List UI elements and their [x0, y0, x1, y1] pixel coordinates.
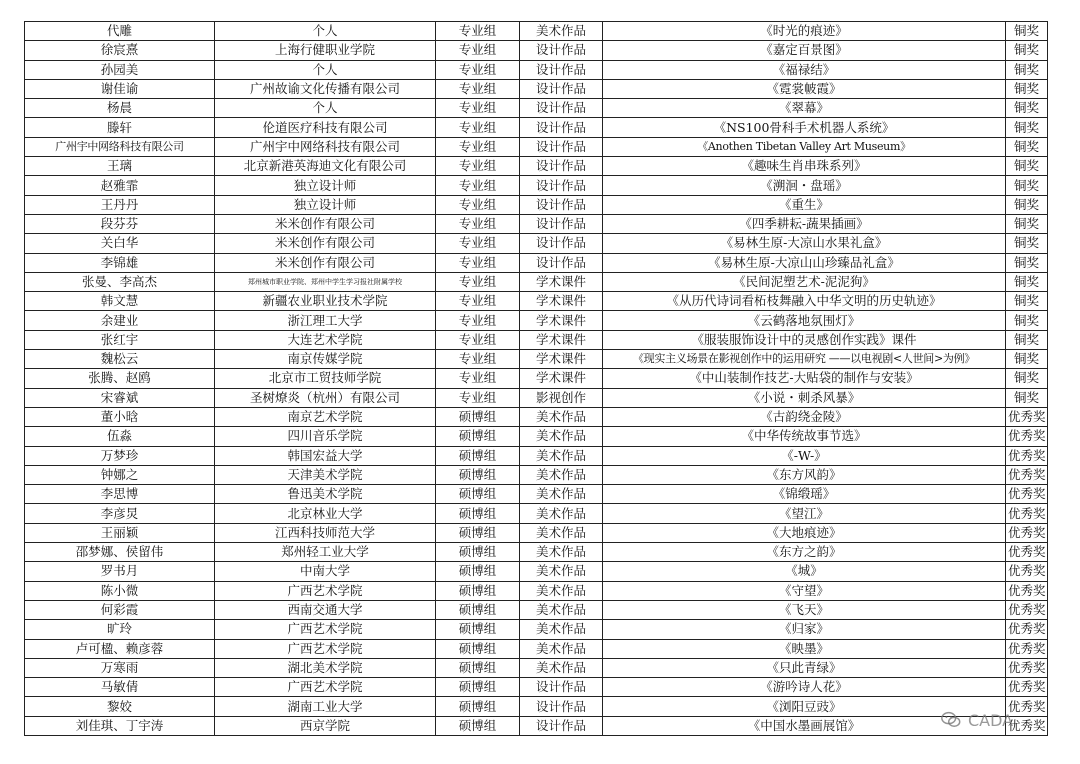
cell-category: 学术课件: [520, 330, 603, 349]
cell-organization: 鲁迅美术学院: [215, 485, 436, 504]
cell-award: 铜奖: [1006, 79, 1048, 98]
cell-organization: 米米创作有限公司: [215, 214, 436, 233]
cell-group: 专业组: [436, 176, 520, 195]
cell-category: 设计作品: [520, 195, 603, 214]
cell-award: 优秀奖: [1006, 427, 1048, 446]
cell-award: 优秀奖: [1006, 485, 1048, 504]
cell-category: 美术作品: [520, 658, 603, 677]
cell-name: 孙园美: [25, 60, 215, 79]
cell-work-title: 《只此青绿》: [603, 658, 1006, 677]
cell-category: 美术作品: [520, 543, 603, 562]
cell-organization: 圣树燎炎（杭州）有限公司: [215, 388, 436, 407]
cell-name: 钟娜之: [25, 465, 215, 484]
cell-organization: 独立设计师: [215, 195, 436, 214]
cell-name: 万寒雨: [25, 658, 215, 677]
cell-group: 硕博组: [436, 600, 520, 619]
table-row: [25, 581, 1048, 600]
cell-work-title: 《游吟诗人花》: [603, 678, 1006, 697]
cell-work-title: 《小说・刺杀风暴》: [603, 388, 1006, 407]
cell-work-title: 《现实主义场景在影视创作中的运用研究 ——以电视剧<人世间>为例》: [603, 350, 1006, 369]
cell-work-title: 《望江》: [603, 504, 1006, 523]
cell-work-title: 《四季耕耘-蔬果插画》: [603, 214, 1006, 233]
award-table: [24, 21, 1048, 736]
cell-name: 代雕: [25, 22, 215, 41]
cell-category: 学术课件: [520, 369, 603, 388]
table-row: [25, 504, 1048, 523]
cell-group: 硕博组: [436, 543, 520, 562]
cell-work-title: 《霓裳帔霞》: [603, 79, 1006, 98]
cell-work-title: 《溯洄・盘瑶》: [603, 176, 1006, 195]
cell-group: 硕博组: [436, 504, 520, 523]
cell-organization: 北京市工贸技师学院: [215, 369, 436, 388]
cell-organization: 南京传媒学院: [215, 350, 436, 369]
cell-name: 魏松云: [25, 350, 215, 369]
cell-name: 旷玲: [25, 620, 215, 639]
cell-award: 铜奖: [1006, 330, 1048, 349]
table-row: [25, 311, 1048, 330]
cell-group: 专业组: [436, 79, 520, 98]
cell-category: 美术作品: [520, 485, 603, 504]
cell-work-title: 《中华传统故事节选》: [603, 427, 1006, 446]
cell-group: 专业组: [436, 369, 520, 388]
cell-name: 谢佳谕: [25, 79, 215, 98]
cell-name: 张腾、赵鸥: [25, 369, 215, 388]
table-row: [25, 272, 1048, 291]
table-row: [25, 562, 1048, 581]
cell-category: 设计作品: [520, 678, 603, 697]
cell-group: 硕博组: [436, 485, 520, 504]
cell-work-title: 《浏阳豆豉》: [603, 697, 1006, 716]
cell-award: 优秀奖: [1006, 658, 1048, 677]
cell-group: 硕博组: [436, 697, 520, 716]
table-row: [25, 600, 1048, 619]
cell-group: 专业组: [436, 118, 520, 137]
cell-group: 专业组: [436, 292, 520, 311]
cell-work-title: 《NS100骨科手术机器人系统》: [603, 118, 1006, 137]
cell-category: 设计作品: [520, 157, 603, 176]
cell-work-title: 《翠幕》: [603, 99, 1006, 118]
cell-category: 美术作品: [520, 639, 603, 658]
cell-work-title: 《从历代诗词看柘枝舞融入中华文明的历史轨迹》: [603, 292, 1006, 311]
cell-group: 专业组: [436, 330, 520, 349]
cell-organization: 独立设计师: [215, 176, 436, 195]
cell-organization: 天津美术学院: [215, 465, 436, 484]
cell-award: 优秀奖: [1006, 678, 1048, 697]
cell-organization: 广州宇中网络科技有限公司: [215, 137, 436, 156]
cell-category: 美术作品: [520, 465, 603, 484]
table-row: [25, 195, 1048, 214]
cell-award: 铜奖: [1006, 118, 1048, 137]
table-row: [25, 99, 1048, 118]
cell-work-title: 《东方风韵》: [603, 465, 1006, 484]
table-row: [25, 369, 1048, 388]
cell-category: 美术作品: [520, 523, 603, 542]
table-row: [25, 60, 1048, 79]
cell-group: 专业组: [436, 41, 520, 60]
cell-work-title: 《-W-》: [603, 446, 1006, 465]
cell-organization: 新疆农业职业技术学院: [215, 292, 436, 311]
cell-award: 铜奖: [1006, 60, 1048, 79]
cell-category: 美术作品: [520, 581, 603, 600]
cell-work-title: 《嘉定百景图》: [603, 41, 1006, 60]
cell-category: 学术课件: [520, 292, 603, 311]
cell-name: 马敏倩: [25, 678, 215, 697]
cell-category: 美术作品: [520, 600, 603, 619]
cell-work-title: 《易林生原-大凉山山珍臻品礼盒》: [603, 253, 1006, 272]
cell-work-title: 《中山装制作技艺-大贴袋的制作与安装》: [603, 369, 1006, 388]
cell-name: 余建业: [25, 311, 215, 330]
cell-work-title: 《服装服饰设计中的灵感创作实践》课件: [603, 330, 1006, 349]
wechat-icon: [940, 709, 962, 731]
cell-group: 硕博组: [436, 678, 520, 697]
cell-organization: 伦道医疗科技有限公司: [215, 118, 436, 137]
table-row: [25, 465, 1048, 484]
cell-organization: 中南大学: [215, 562, 436, 581]
table-row: [25, 523, 1048, 542]
cell-organization: 北京林业大学: [215, 504, 436, 523]
cell-award: 铜奖: [1006, 157, 1048, 176]
cell-award: 铜奖: [1006, 350, 1048, 369]
cell-work-title: 《易林生原-大凉山水果礼盒》: [603, 234, 1006, 253]
cell-category: 设计作品: [520, 253, 603, 272]
cell-name: 李锦雄: [25, 253, 215, 272]
cell-organization: 浙江理工大学: [215, 311, 436, 330]
cell-group: 专业组: [436, 234, 520, 253]
cell-organization: 米米创作有限公司: [215, 234, 436, 253]
table-row: [25, 253, 1048, 272]
cell-work-title: 《民间泥塑艺术-泥泥狗》: [603, 272, 1006, 291]
table-row: [25, 658, 1048, 677]
cell-award: 铜奖: [1006, 234, 1048, 253]
cell-work-title: 《东方之韵》: [603, 543, 1006, 562]
cell-category: 设计作品: [520, 697, 603, 716]
cell-category: 设计作品: [520, 234, 603, 253]
cell-organization: 西京学院: [215, 716, 436, 735]
cell-award: 铜奖: [1006, 388, 1048, 407]
table-row: [25, 41, 1048, 60]
cell-name: 段芬芬: [25, 214, 215, 233]
cell-group: 专业组: [436, 195, 520, 214]
cell-name: 陈小微: [25, 581, 215, 600]
cell-organization: 个人: [215, 60, 436, 79]
cell-name: 广州宇中网络科技有限公司: [25, 137, 215, 156]
cell-category: 设计作品: [520, 214, 603, 233]
cell-category: 美术作品: [520, 427, 603, 446]
watermark: [940, 700, 1050, 740]
cell-group: 硕博组: [436, 446, 520, 465]
cell-award: 优秀奖: [1006, 562, 1048, 581]
cell-name: 董小晗: [25, 407, 215, 426]
cell-award: 铜奖: [1006, 137, 1048, 156]
cell-group: 专业组: [436, 272, 520, 291]
table-row: [25, 485, 1048, 504]
cell-organization: 大连艺术学院: [215, 330, 436, 349]
cell-work-title: 《守望》: [603, 581, 1006, 600]
cell-award: 铜奖: [1006, 214, 1048, 233]
cell-group: 硕博组: [436, 562, 520, 581]
cell-group: 硕博组: [436, 639, 520, 658]
cell-category: 设计作品: [520, 99, 603, 118]
cell-category: 学术课件: [520, 350, 603, 369]
table-row: [25, 79, 1048, 98]
cell-work-title: 《飞天》: [603, 600, 1006, 619]
cell-name: 关白华: [25, 234, 215, 253]
cell-category: 美术作品: [520, 620, 603, 639]
cell-category: 美术作品: [520, 504, 603, 523]
cell-category: 设计作品: [520, 60, 603, 79]
cell-group: 专业组: [436, 253, 520, 272]
cell-organization: 广西艺术学院: [215, 581, 436, 600]
cell-category: 设计作品: [520, 118, 603, 137]
table-row: [25, 330, 1048, 349]
table-row: [25, 716, 1048, 735]
cell-name: 杨晨: [25, 99, 215, 118]
cell-name: 王丽颖: [25, 523, 215, 542]
cell-group: 专业组: [436, 350, 520, 369]
cell-organization: 湖南工业大学: [215, 697, 436, 716]
table-row: [25, 543, 1048, 562]
watermark-text: CADA: [968, 710, 1014, 730]
cell-organization: 郑州轻工业大学: [215, 543, 436, 562]
cell-group: 专业组: [436, 388, 520, 407]
cell-organization: 江西科技师范大学: [215, 523, 436, 542]
cell-award: 铜奖: [1006, 176, 1048, 195]
cell-group: 硕博组: [436, 427, 520, 446]
cell-name: 徐宸熹: [25, 41, 215, 60]
cell-work-title: 《云鹤落地氛围灯》: [603, 311, 1006, 330]
cell-category: 设计作品: [520, 79, 603, 98]
cell-award: 铜奖: [1006, 272, 1048, 291]
cell-name: 邵梦娜、侯留伟: [25, 543, 215, 562]
cell-group: 专业组: [436, 99, 520, 118]
cell-organization: 湖北美术学院: [215, 658, 436, 677]
cell-award: 优秀奖: [1006, 620, 1048, 639]
table-row: [25, 214, 1048, 233]
cell-name: 李思博: [25, 485, 215, 504]
table-row: [25, 639, 1048, 658]
cell-organization: 广西艺术学院: [215, 620, 436, 639]
cell-name: 王丹丹: [25, 195, 215, 214]
cell-work-title: 《映墨》: [603, 639, 1006, 658]
cell-work-title: 《福禄结》: [603, 60, 1006, 79]
table-row: [25, 620, 1048, 639]
cell-group: 硕博组: [436, 465, 520, 484]
cell-award: 铜奖: [1006, 99, 1048, 118]
cell-group: 硕博组: [436, 716, 520, 735]
cell-name: 赵雅霏: [25, 176, 215, 195]
award-list-sheet: [24, 21, 1047, 736]
cell-award: 优秀奖: [1006, 716, 1048, 735]
cell-name: 黎姣: [25, 697, 215, 716]
cell-name: 滕轩: [25, 118, 215, 137]
cell-award: 铜奖: [1006, 369, 1048, 388]
cell-group: 专业组: [436, 22, 520, 41]
cell-award: 优秀奖: [1006, 543, 1048, 562]
table-row: [25, 118, 1048, 137]
cell-organization: 郑州城市职业学院、郑州中学生学习报社附属学校: [215, 272, 436, 291]
cell-work-title: 《时光的痕迹》: [603, 22, 1006, 41]
cell-category: 设计作品: [520, 137, 603, 156]
cell-group: 专业组: [436, 311, 520, 330]
cell-organization: 个人: [215, 22, 436, 41]
cell-group: 专业组: [436, 214, 520, 233]
cell-group: 专业组: [436, 157, 520, 176]
table-row: [25, 446, 1048, 465]
table-row: [25, 407, 1048, 426]
cell-category: 美术作品: [520, 562, 603, 581]
cell-organization: 南京艺术学院: [215, 407, 436, 426]
cell-award: 优秀奖: [1006, 600, 1048, 619]
cell-category: 设计作品: [520, 716, 603, 735]
cell-award: 优秀奖: [1006, 697, 1048, 716]
cell-group: 专业组: [436, 60, 520, 79]
cell-organization: 广西艺术学院: [215, 639, 436, 658]
cell-work-title: 《大地痕迹》: [603, 523, 1006, 542]
cell-category: 学术课件: [520, 311, 603, 330]
cell-organization: 米米创作有限公司: [215, 253, 436, 272]
table-row: [25, 350, 1048, 369]
cell-group: 硕博组: [436, 407, 520, 426]
cell-work-title: 《锦缎瑶》: [603, 485, 1006, 504]
cell-name: 罗书月: [25, 562, 215, 581]
table-row: [25, 388, 1048, 407]
cell-award: 优秀奖: [1006, 581, 1048, 600]
cell-organization: 北京新港英海迪文化有限公司: [215, 157, 436, 176]
cell-award: 优秀奖: [1006, 639, 1048, 658]
cell-name: 张曼、李高杰: [25, 272, 215, 291]
cell-category: 美术作品: [520, 407, 603, 426]
cell-work-title: 《古韵绕金陵》: [603, 407, 1006, 426]
cell-group: 硕博组: [436, 581, 520, 600]
cell-group: 硕博组: [436, 658, 520, 677]
cell-organization: 西南交通大学: [215, 600, 436, 619]
cell-award: 优秀奖: [1006, 465, 1048, 484]
cell-award: 优秀奖: [1006, 446, 1048, 465]
cell-award: 铜奖: [1006, 311, 1048, 330]
cell-work-title: 《中国水墨画展馆》: [603, 716, 1006, 735]
table-row: [25, 292, 1048, 311]
cell-award: 铜奖: [1006, 292, 1048, 311]
table-row: [25, 678, 1048, 697]
cell-category: 设计作品: [520, 176, 603, 195]
table-row: [25, 176, 1048, 195]
cell-category: 学术课件: [520, 272, 603, 291]
table-row: [25, 427, 1048, 446]
table-row: [25, 137, 1048, 156]
cell-work-title: 《Anothen Tibetan Valley Art Museum》: [603, 137, 1006, 156]
cell-work-title: 《重生》: [603, 195, 1006, 214]
cell-name: 何彩霞: [25, 600, 215, 619]
cell-award: 优秀奖: [1006, 523, 1048, 542]
cell-organization: 上海行健职业学院: [215, 41, 436, 60]
cell-name: 伍淼: [25, 427, 215, 446]
cell-category: 设计作品: [520, 41, 603, 60]
cell-name: 张红宇: [25, 330, 215, 349]
cell-name: 万梦珍: [25, 446, 215, 465]
cell-group: 硕博组: [436, 523, 520, 542]
cell-award: 铜奖: [1006, 22, 1048, 41]
cell-group: 硕博组: [436, 620, 520, 639]
cell-award: 铜奖: [1006, 253, 1048, 272]
cell-work-title: 《归家》: [603, 620, 1006, 639]
cell-work-title: 《趣味生肖串珠系列》: [603, 157, 1006, 176]
cell-group: 专业组: [436, 137, 520, 156]
cell-organization: 韩国宏益大学: [215, 446, 436, 465]
cell-category: 美术作品: [520, 22, 603, 41]
table-row: [25, 234, 1048, 253]
table-row: [25, 697, 1048, 716]
table-row: [25, 157, 1048, 176]
cell-name: 刘佳琪、丁宇涛: [25, 716, 215, 735]
cell-organization: 四川音乐学院: [215, 427, 436, 446]
cell-category: 影视创作: [520, 388, 603, 407]
cell-organization: 个人: [215, 99, 436, 118]
cell-award: 优秀奖: [1006, 504, 1048, 523]
cell-award: 铜奖: [1006, 41, 1048, 60]
cell-organization: 广州故谕文化传播有限公司: [215, 79, 436, 98]
cell-name: 宋睿斌: [25, 388, 215, 407]
cell-name: 王璃: [25, 157, 215, 176]
cell-organization: 广西艺术学院: [215, 678, 436, 697]
table-row: [25, 22, 1048, 41]
cell-award: 优秀奖: [1006, 407, 1048, 426]
cell-name: 韩文慧: [25, 292, 215, 311]
cell-name: 李彦炅: [25, 504, 215, 523]
cell-category: 美术作品: [520, 446, 603, 465]
cell-name: 卢可楹、赖彦蓉: [25, 639, 215, 658]
cell-work-title: 《城》: [603, 562, 1006, 581]
cell-award: 铜奖: [1006, 195, 1048, 214]
